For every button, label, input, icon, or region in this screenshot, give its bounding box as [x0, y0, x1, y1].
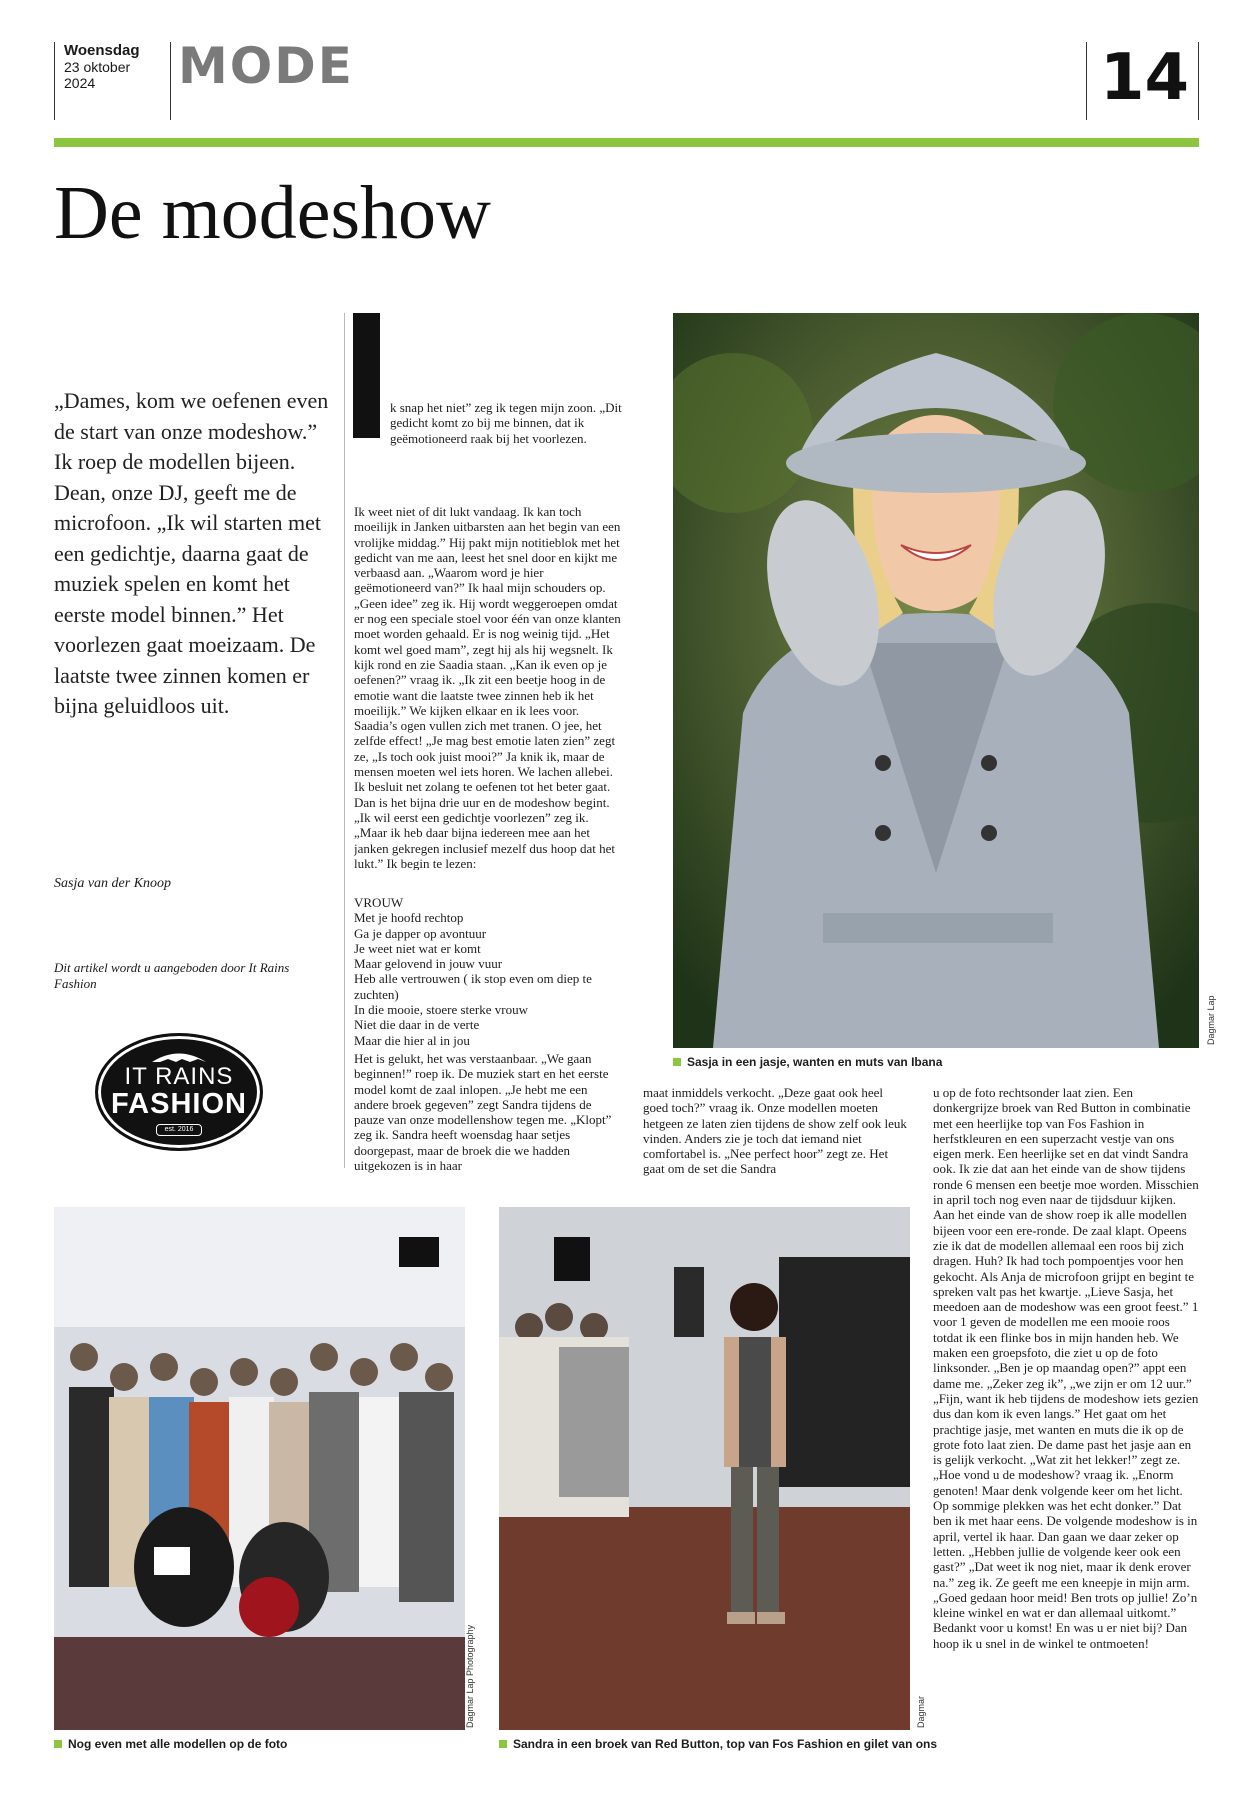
article-intro: „Dames, kom we oefenen even de start van onze modeshow.” Ik roep de modellen bijeen. Dean, onze DJ, geeft me de microfoon. „Ik wil starten met een gedichtje, daarna gaat de muziek spelen en komt het eerste model binnen.” Het voorlezen gaat moeizaam. De laatste twee zinnen komen er bijna geluidloos uit.	[54, 388, 329, 718]
poem-line: Je weet niet wat er komt	[354, 940, 481, 956]
group-photo-caption: Nog even met alle modellen op de foto	[54, 1737, 287, 1751]
poem-line: Ga je dapper op avontuur	[354, 925, 487, 941]
page-number: 14	[1100, 41, 1190, 115]
poem-line: Maar gelovend in jouw vuur	[354, 956, 503, 972]
logo-est: est. 2016	[156, 1124, 202, 1136]
poem-line: Niet die daar in de verte	[354, 1017, 480, 1033]
body-column-1: Ik weet niet of dit lukt vandaag. Ik kan toch moeilijk in Janken uitbarsten aan het begin van een vrolijke middag.” Hij pakt mijn notitieblok met het gedicht van me aan, leest het snel door en kijkt me verbaasd aan. „Waarom word je hier geëmotioneerd van?” Ik haal mijn schouders op. „Geen idee” zeg ik. Hij wordt weggeroepen omdat er nog een speciale stoel voor één van onze klanten moet worden gehaald. Er is nog weinig tijd. „Het komt wel goed mam”, zegt hij als hij wegsnelt. Ik kijk rond en zie Saadia staan. „Kan ik even op je oefenen?” vraag ik. „Ik zit een beetje hoog in de emotie want die laatste twee zinnen heb ik het moeilijk.” We kijken elkaar en ik lees voor. Saadia’s ogen vullen zich met tranen. O jee, het zelfde effect! „Je mag best emotie laten zien” zegt ze, „Is toch ook juist mooi?” Ja knik ik, maar de mensen moeten wel iets horen. We lachen allebei. Ik besluit net zolang te oefenen tot het beter gaat. Dan is het bijna drie uur en de modeshow begint. „Ik wil eerst een gedichtje voorlezen” zeg ik. „Maar ik heb daar bijna iedereen mee aan het janken gekregen inclusief mezelf dus hoop dat het lukt.” Ik begin te lezen: VROUW Met je hoofd rechtop Ga je dapper op avontuur Je weet niet wat er komt Maar gelovend in jouw vuur Heb alle vertrouwen ( ik stop even om diep te zuchten) In die mooie, stoere sterke vrouw Niet die daar in de verte Maar die hier al in jou	[354, 504, 621, 1048]
poem-line: Maar die hier al in jou	[354, 1032, 470, 1048]
header-divider-mid	[170, 42, 171, 120]
body-column-2: maat inmiddels verkocht. „Deze gaat ook heel goed toch?” vraag ik. Onze modellen moeten hetgeen ze laten zien tijdens de show zelf ook leuk vinden. Anders zie je toch dat iemand niet comfortabel is. „Nee perfect hoor” zegt ze. Het gaat om de set die Sandra	[643, 1085, 907, 1177]
caption-marker	[54, 1740, 62, 1748]
issue-day: Woensdag	[64, 42, 140, 59]
poem	[354, 910, 622, 1048]
runway-photo-credit: Dagmar	[916, 1695, 926, 1728]
umbrella-icon	[150, 1049, 208, 1063]
header-divider-right	[1086, 42, 1087, 120]
body-column-1-continued: Het is gelukt, het was verstaanbaar. „We gaan beginnen!” roep ik. De muziek start en het eerste model komt de zaal inlopen. „Je hebt me een andere broek gegeven” zegt Sandra tijdens de pauze van onze modellenshow tegen me. „Klopt” zeg ik. Sandra heeft woensdag haar setjes doorgepast, maar de broek die we hadden uitgekozen is in haar	[354, 1051, 612, 1174]
body-lead: k snap het niet” zeg ik tegen mijn zoon. „Dit gedicht komt zo bij me binnen, dat ik geëmotioneerd raak bij het voorlezen.	[390, 400, 622, 446]
column-rule	[344, 313, 345, 1168]
body-column-3: u op de foto rechtsonder laat zien. Een donkergrijze broek van Red Button in combinatie met een heerlijke top van Fos Fashion in herfstkleuren en een superzacht vestje van ons eigen merk. Een heerlijke set en dat vindt Sandra ook. Ik zie dat aan het einde van de show tijdens ronde 6 mensen een beetje moe worden. Misschien in april toch nog even naar de tijdsduur kijken. Aan het einde van de show roep ik alle modellen bijeen voor een ere-ronde. De zaal klapt. Opeens zie ik dat de modellen allemaal een roos bij zich dragen. Huh? Ik had toch pompoentjes voor hen gekocht. Als Anja de microfoon grijpt en begint te spreken valt pas het kwartje. „Lieve Sasja, het meedoen aan de modeshow was een groot feest.” 1 voor 1 geven de modellen me een mooie roos totdat ik een flinke bos in mijn handen heb. We maken een groepsfoto, die ziet u op de foto linksonder. „Ben je op maandag open?” appt een dame me. „Zeker zeg ik”, „we zijn er om 12 uur.” „Fijn, want ik heb tijdens de modeshow iets gezien dus dan kom ik even langs.” Het gaat om het prachtige jasje, met wanten en muts die ik op de grote foto laat zien. De dame past het jasje aan en is gelijk verkocht. „Wat zit het lekker!” zegt ze. „Hoe vond u de modeshow? vraag ik. „Enorm genoten! Maar denk volgende keer om het licht. Op sommige plekken was het echt donker.” Dat ben ik met haar eens. De volgende modeshow is in april, vertel ik haar. Dan gaan we daar zeker op letten. „Hebben jullie de volgende keer ook een gast?” „Dat weet ik nog niet, maar ik denk erover na.” zeg ik. Ze geeft me een kneepje in mijn arm. „Goed gedaan hoor meid! Ben trots op jullie! Zo’n kleine winkel en wat er dan allemaal uitkomt.” Bedankt voor u komst! En was u er niet bij? Dan hoop ik u snel in de winkel te ontmoeten!	[933, 1085, 1199, 1651]
poem-line: In die mooie, stoere sterke vrouw	[354, 1002, 529, 1018]
header-divider-left	[54, 42, 55, 120]
caption-marker	[673, 1058, 681, 1066]
logo-text-top: IT RAINS	[124, 1063, 234, 1090]
logo-text-bottom: FASHION	[111, 1088, 247, 1120]
group-photo	[54, 1207, 465, 1730]
poem-line: Heb alle vertrouwen ( ik stop even om diep te zuchten)	[354, 971, 592, 1002]
article-headline: De modeshow	[54, 171, 491, 255]
main-photo	[673, 313, 1199, 1048]
main-photo-caption: Sasja in een jasje, wanten en muts van Ibana	[673, 1055, 942, 1069]
runway-photo-caption: Sandra in een broek van Red Button, top van Fos Fashion en gilet van ons	[499, 1737, 919, 1751]
issue-date: 23 oktober 2024	[64, 59, 131, 91]
author-byline: Sasja van der Knoop	[54, 876, 172, 891]
header-divider-edge	[1198, 42, 1199, 120]
poem-line: Met je hoofd rechtop	[354, 910, 464, 926]
runway-photo	[499, 1207, 910, 1730]
main-photo-credit: Dagmar Lap	[1206, 995, 1216, 1045]
caption-marker	[499, 1740, 507, 1748]
group-photo-credit: Dagmar Lap Photography	[465, 1624, 475, 1728]
sponsor-note: Dit artikel wordt u aangeboden door It Rains Fashion	[54, 960, 290, 991]
accent-bar	[54, 138, 1199, 147]
section-title: MODE	[178, 37, 354, 95]
drop-cap-initial	[353, 313, 380, 438]
it-rains-fashion-logo	[95, 1033, 263, 1151]
poem-title: VROUW	[354, 895, 404, 910]
